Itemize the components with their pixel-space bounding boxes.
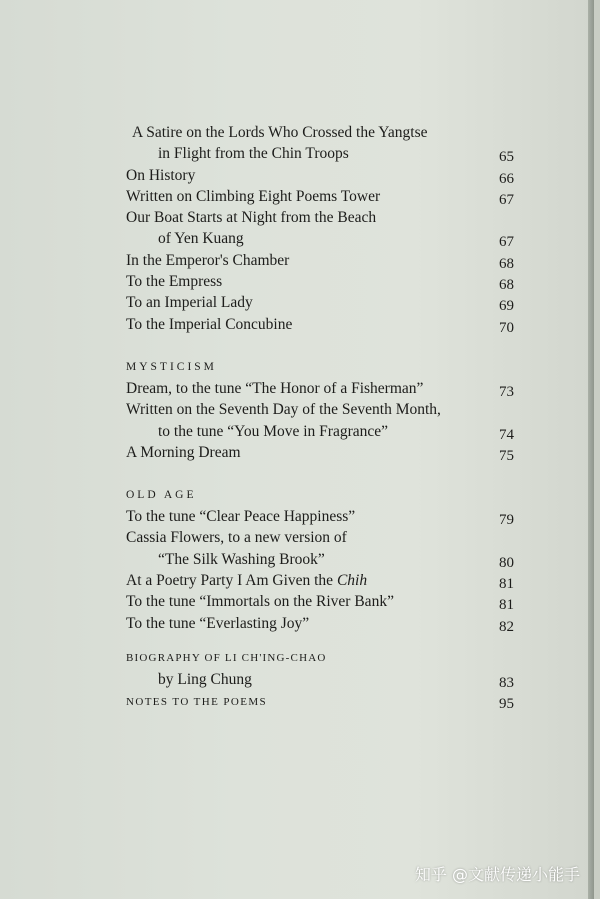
notes-title: NOTES TO THE POEMS bbox=[126, 696, 268, 709]
entry-title: To an Imperial Lady bbox=[126, 294, 253, 312]
section-gap bbox=[126, 634, 516, 648]
entry-title: in Flight from the Chin Troops bbox=[158, 145, 349, 163]
entry-page-number: 73 bbox=[499, 383, 514, 400]
toc-entry-continuation bbox=[126, 228, 516, 249]
toc-entry-continuation bbox=[126, 143, 516, 164]
toc-entry bbox=[126, 250, 516, 271]
entry-page-number: 83 bbox=[499, 674, 514, 691]
page-edge bbox=[588, 0, 594, 899]
toc-entry bbox=[126, 527, 516, 548]
table-of-contents bbox=[126, 122, 516, 712]
entry-page-number: 65 bbox=[499, 149, 514, 166]
toc-entry bbox=[126, 506, 516, 527]
toc-entry bbox=[126, 271, 516, 292]
toc-entry bbox=[126, 378, 516, 399]
toc-entry-continuation bbox=[126, 421, 516, 442]
entry-page-number: 81 bbox=[499, 597, 514, 614]
entry-page-number: 81 bbox=[499, 576, 514, 593]
toc-entry bbox=[126, 442, 516, 463]
toc-entry bbox=[126, 591, 516, 612]
entry-title: A Satire on the Lords Who Crossed the Yangtse bbox=[132, 124, 428, 141]
entry-page-number: 67 bbox=[499, 234, 514, 251]
toc-entry bbox=[126, 314, 516, 335]
section-gap bbox=[126, 463, 516, 485]
section-gap bbox=[126, 335, 516, 357]
entry-page-number: 68 bbox=[499, 255, 514, 272]
entry-title: To the Imperial Concubine bbox=[126, 315, 293, 333]
entry-page-number: 66 bbox=[499, 170, 514, 187]
entry-title: of Yen Kuang bbox=[158, 230, 244, 248]
entry-title: Our Boat Starts at Night from the Beach bbox=[126, 209, 377, 227]
entry-page-number: 74 bbox=[499, 426, 514, 443]
toc-entry bbox=[126, 186, 516, 207]
entry-title: To the tune “Immortals on the River Bank” bbox=[126, 593, 394, 611]
toc-entry bbox=[126, 207, 516, 228]
entry-title: Written on the Seventh Day of the Seventh Month, bbox=[126, 401, 441, 419]
entry-title: Written on Climbing Eight Poems Tower bbox=[126, 187, 381, 205]
entry-page-number: 70 bbox=[499, 319, 514, 336]
toc-entry bbox=[126, 399, 516, 420]
toc-entry-continuation bbox=[126, 549, 516, 570]
entry-title: To the tune “Clear Peace Happiness” bbox=[126, 508, 356, 526]
section-heading-old-age: OLD AGE bbox=[126, 489, 197, 502]
entry-title: “The Silk Washing Brook” bbox=[158, 550, 325, 568]
entry-title: Cassia Flowers, to a new version of bbox=[126, 529, 347, 547]
entry-title: To the Empress bbox=[126, 273, 223, 291]
toc-entry bbox=[126, 570, 516, 591]
toc-entry bbox=[126, 613, 516, 634]
watermark-text: 知乎 @文献传递小能手 bbox=[414, 865, 580, 884]
entry-page-number: 95 bbox=[499, 696, 514, 713]
entry-page-number: 82 bbox=[499, 618, 514, 635]
watermark bbox=[415, 862, 580, 885]
entry-page-number: 67 bbox=[499, 191, 514, 208]
entry-title: by Ling Chung bbox=[158, 670, 252, 688]
entry-page-number: 69 bbox=[499, 298, 514, 315]
toc-entry bbox=[126, 292, 516, 313]
entry-title: In the Emperor's Chamber bbox=[126, 251, 290, 269]
section-heading-biography: BIOGRAPHY OF LI CH'ING-CHAO bbox=[126, 651, 327, 664]
toc-entry-notes bbox=[126, 690, 516, 711]
entry-page-number: 75 bbox=[499, 447, 514, 464]
entry-page-number: 79 bbox=[499, 512, 514, 529]
toc-entry bbox=[126, 165, 516, 186]
entry-page-number: 68 bbox=[499, 277, 514, 294]
entry-title: to the tune “You Move in Fragrance” bbox=[158, 422, 389, 440]
toc-entry bbox=[126, 122, 516, 143]
entry-title: To the tune “Everlasting Joy” bbox=[126, 614, 310, 632]
toc-entry-continuation bbox=[126, 669, 516, 690]
entry-title: A Morning Dream bbox=[126, 443, 241, 461]
entry-title: On History bbox=[126, 166, 196, 184]
entry-title: At a Poetry Party I Am Given the Chih bbox=[126, 572, 368, 590]
entry-page-number: 80 bbox=[499, 554, 514, 571]
section-heading-mysticism: MYSTICISM bbox=[126, 360, 217, 373]
entry-title: Dream, to the tune “The Honor of a Fisherman” bbox=[126, 379, 424, 397]
